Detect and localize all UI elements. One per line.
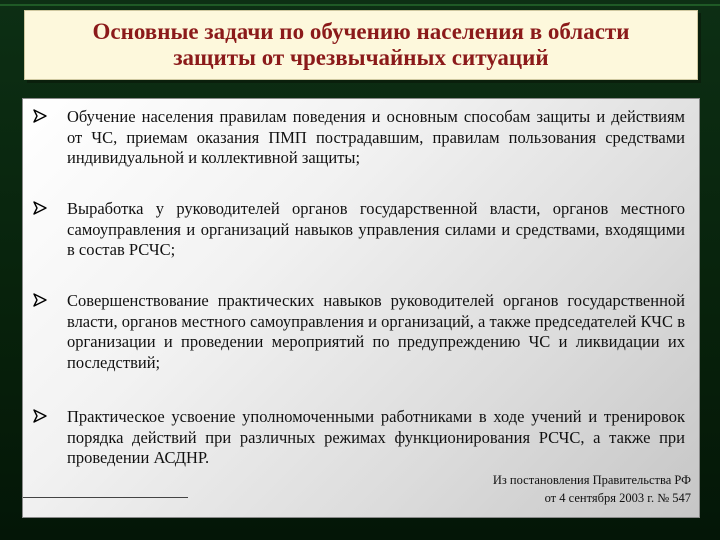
source-line-2: от 4 сентября 2003 г. № 547 <box>544 491 691 505</box>
top-stripe <box>0 4 720 6</box>
arrow-right-icon <box>33 201 47 215</box>
slide-title: Основные задачи по обучению населения в области защиты от чрезвычайных ситуаций <box>92 19 630 70</box>
list-item-text: Совершенствование практических навыков руководителей органов государственной власти, органов местного самоуправления и организаций, а также председателей КЧС в организации и проведении мероприятий по предупреждению ЧС и ликвидации их последствий; <box>67 291 685 372</box>
list-item <box>23 107 699 187</box>
list-item-text: Практическое усвоение уполномоченными работниками в ходе учений и тренировок порядка действий при различных режимах функционирования РСЧС, а также при проведении АСДНР. <box>67 407 685 467</box>
arrow-right-icon <box>33 109 47 123</box>
list-item <box>23 407 699 477</box>
source-citation <box>431 471 691 507</box>
list-item <box>23 199 699 269</box>
arrow-right-icon <box>33 409 47 423</box>
content-panel <box>22 98 700 518</box>
title-box <box>24 10 698 80</box>
source-divider <box>23 497 188 498</box>
arrow-right-icon <box>33 293 47 307</box>
list-item-text: Обучение населения правилам поведения и основным способам защиты и действиям от ЧС, приемам оказания ПМП пострадавшим, правилам пользования средствами индивидуальной и коллективной защиты; <box>67 107 685 167</box>
list-item-text: Выработка у руководителей органов государственной власти, органов местного самоуправления и организаций навыков управления силами и средствами, входящими в состав РСЧС; <box>67 199 685 259</box>
list-item <box>23 291 699 381</box>
source-line-1: Из постановления Правительства РФ <box>492 473 691 487</box>
